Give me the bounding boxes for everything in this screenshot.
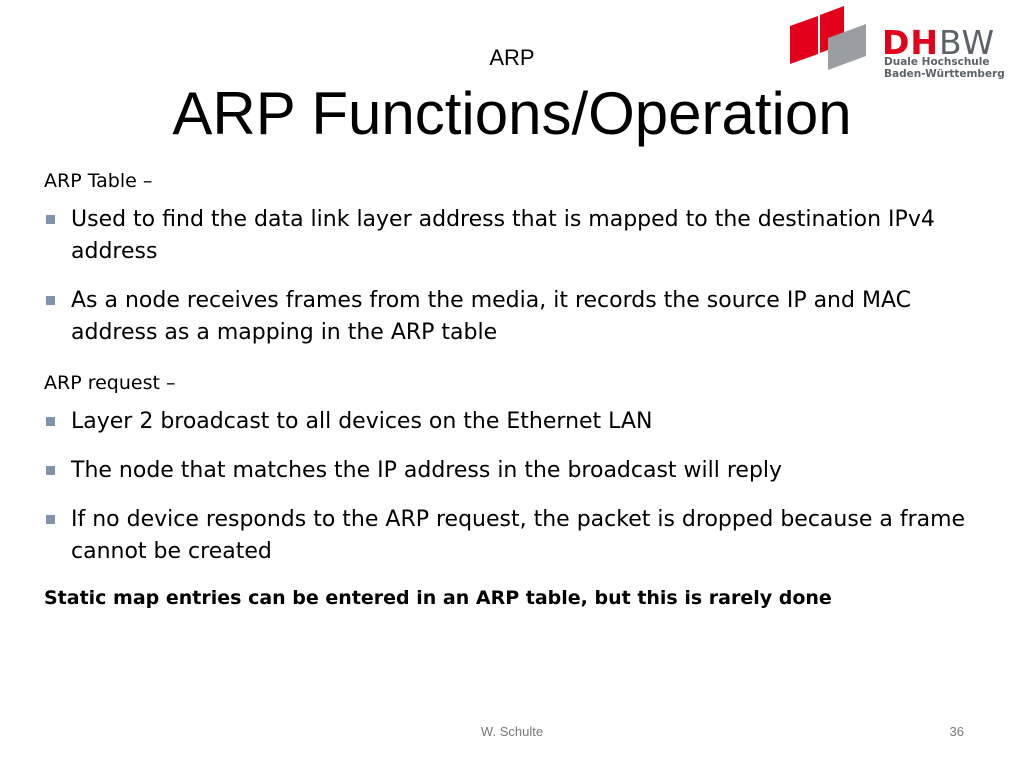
square-bullet-icon [46,466,55,475]
group-heading-arp-request: ARP request – [44,372,176,394]
bullet-item [44,504,974,568]
bullet-item [44,455,974,487]
bullet-text: As a node receives frames from the media, it records the source IP and MAC address as a mapping in the ARP table [71,288,911,345]
slide-title: ARP Functions/Operation [172,80,852,147]
square-bullet-icon [46,296,55,305]
dhbw-wordmark-bw: BW [939,23,996,62]
square-bullet-icon [46,417,55,426]
bullet-text: If no device responds to the ARP request, the packet is dropped because a frame cannot be created [71,507,966,564]
bullet-text: Used to find the data link layer address that is mapped to the destination IPv4 address [71,207,935,264]
square-bullet-icon [46,215,55,224]
dhbw-wordmark-dh: DH [882,23,940,62]
bullet-text: Layer 2 broadcast to all devices on the Ethernet LAN [71,409,653,434]
arp-table-group [44,168,974,349]
section-label: ARP [489,45,535,70]
bullet-list-arp-table [44,204,974,349]
bullet-text: The node that matches the IP address in the broadcast will reply [71,458,783,483]
footer-author: W. Schulte [480,724,544,739]
slide-content [44,168,974,611]
bullet-item [44,406,974,438]
bullet-item [44,204,974,268]
dhbw-logo-line1: Duale Hochschule [884,56,990,68]
bullet-item [44,285,974,349]
square-bullet-icon [46,515,55,524]
dhbw-logo-line2: Baden-Württemberg [884,68,1005,80]
page-number: 36 [949,724,964,739]
bullet-list-arp-request [44,406,974,568]
arp-request-group [44,370,974,568]
group-heading-arp-table: ARP Table – [44,170,153,192]
static-entries-note: Static map entries can be entered in an ARP table, but this is rarely done [44,587,832,609]
